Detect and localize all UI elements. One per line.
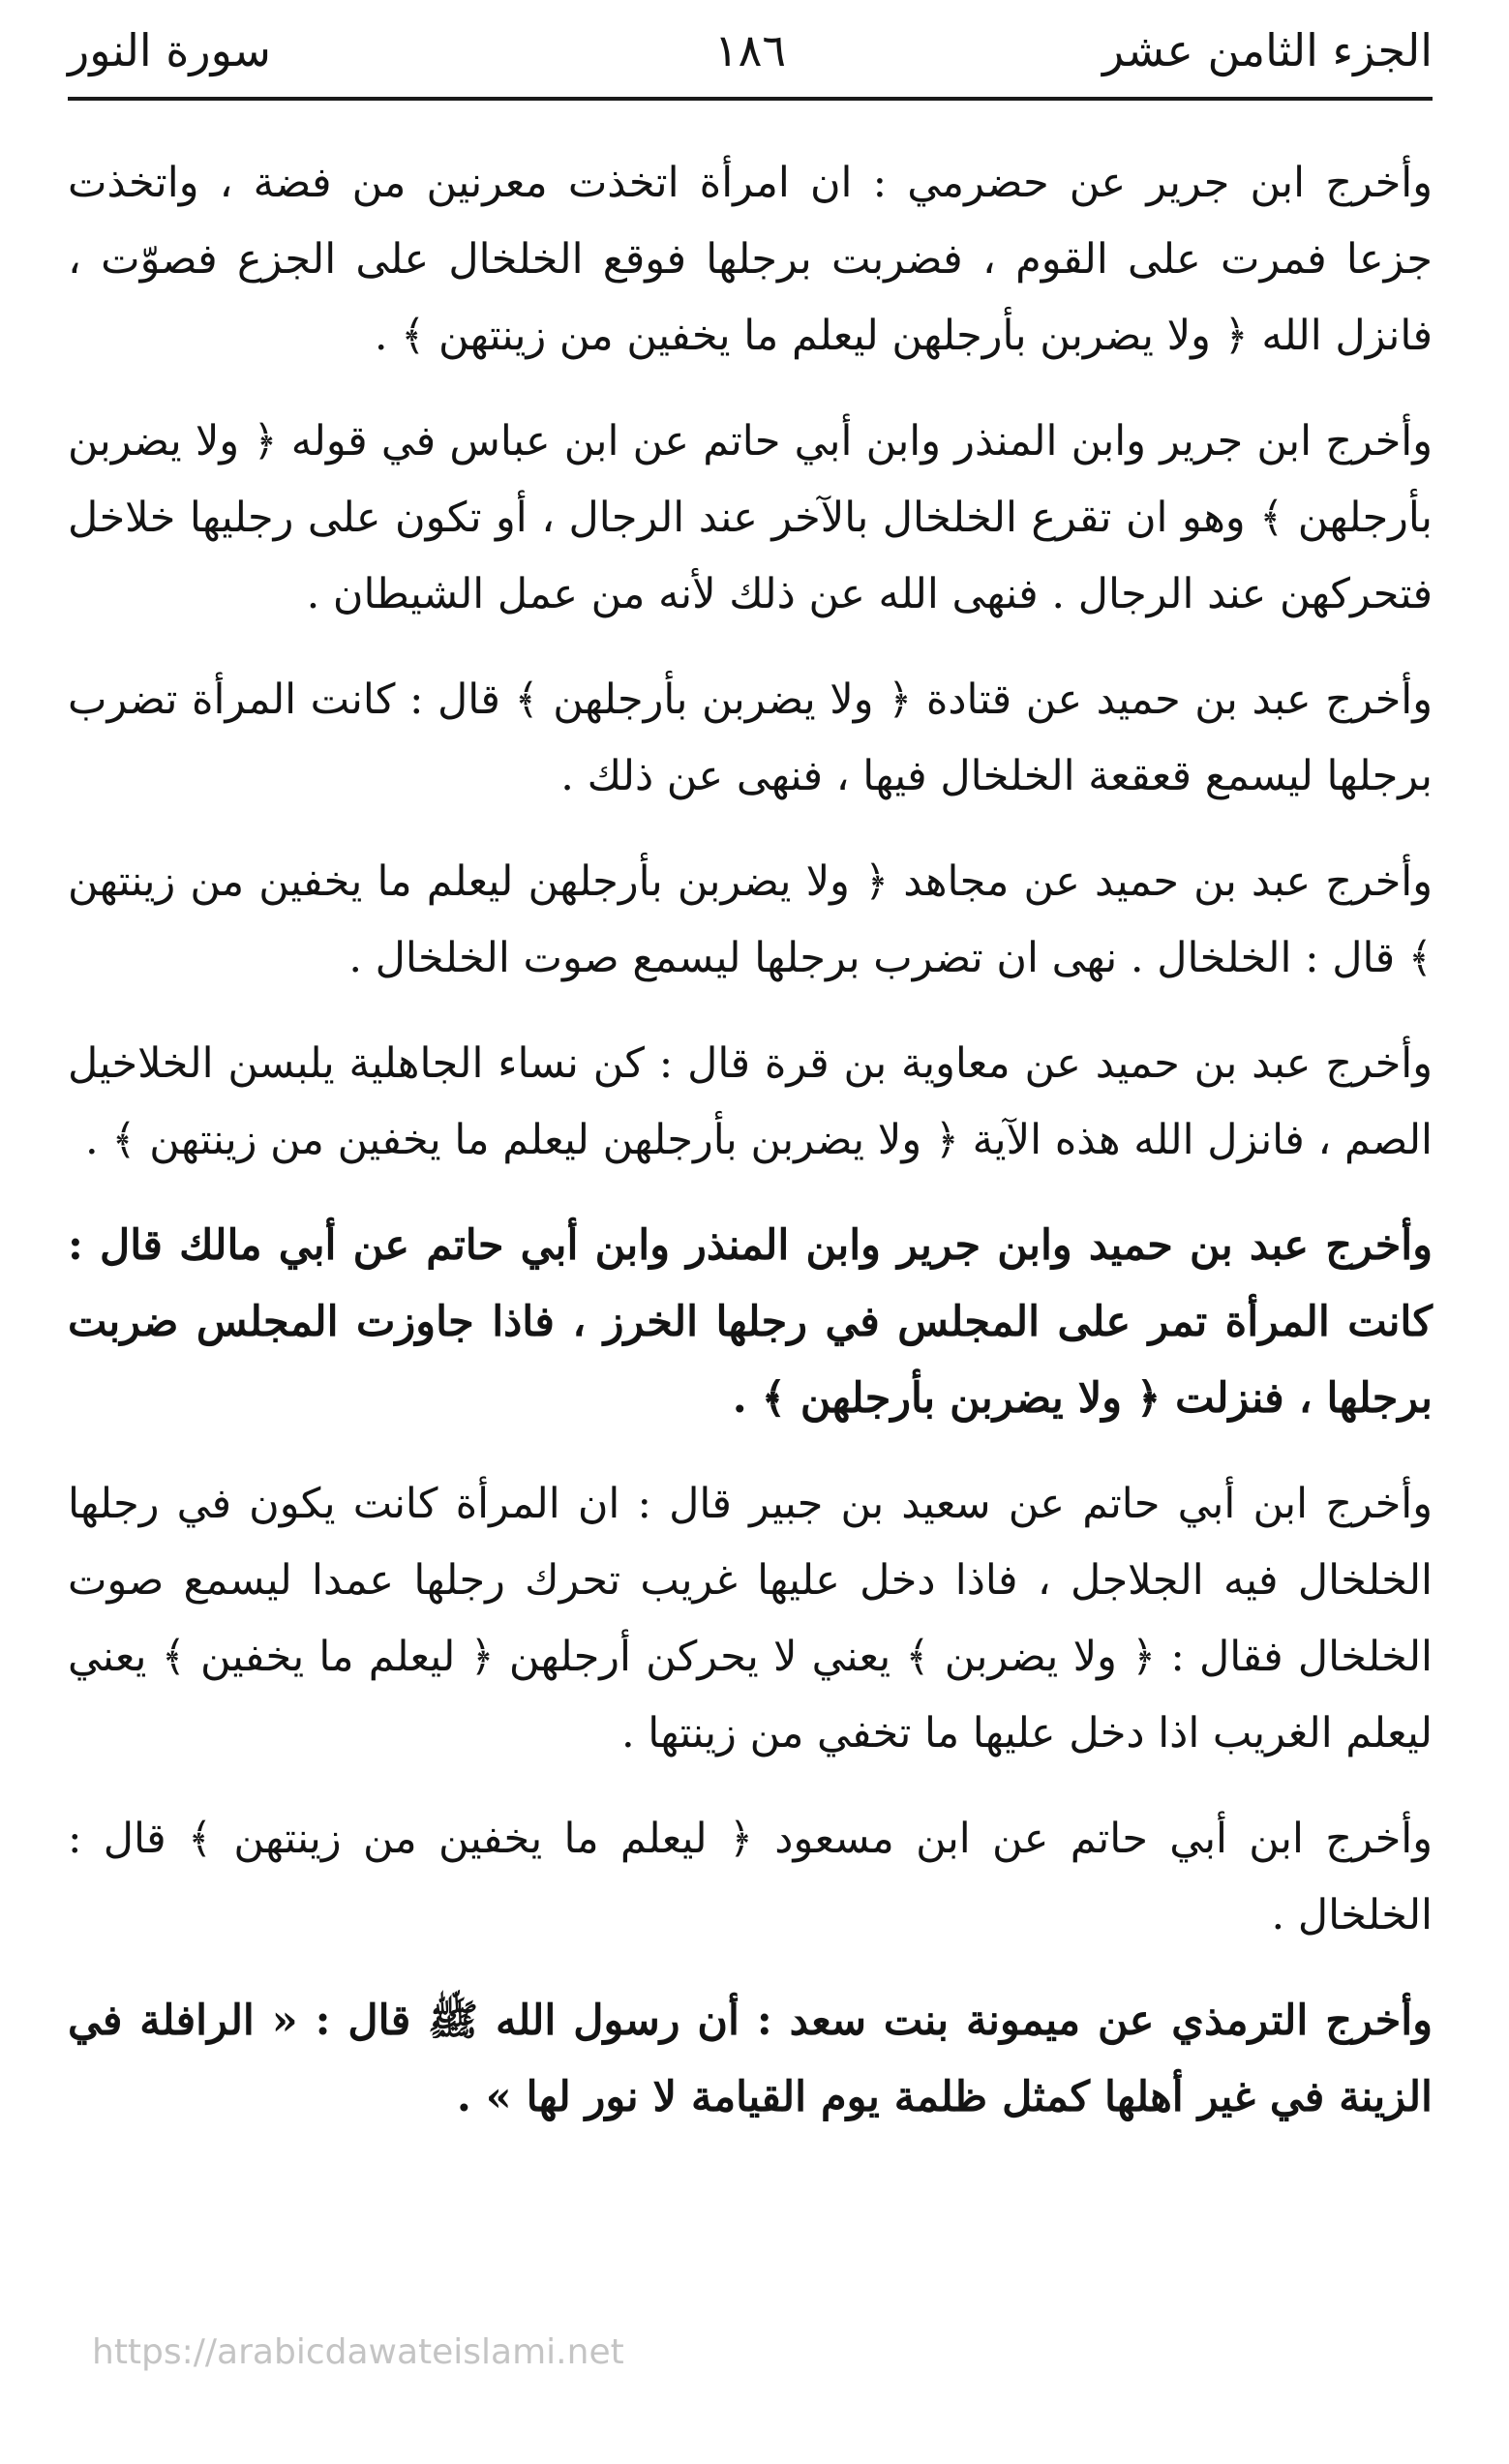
paragraph-8: وأخرج ابن أبي حاتم عن ابن مسعود ﴿ ليعلم ما يخفين من زينتهن ﴾ قال : الخلخال . xyxy=(68,1815,1433,1939)
paragraph-7: وأخرج ابن أبي حاتم عن سعيد بن جبير قال : ان المرأة كانت يكون في رجلها الخلخال فيه الجلاجل ، فاذا دخل عليها غريب تحرك رجلها عمدا ليسمع صوت الخلخال فقال : ﴿ ولا يضربن ﴾ يعني لا يحركن أرجلهن ﴿ ليعلم ما يخفين ﴾ يعني ليعلم الغريب اذا دخل عليها ما تخفي من زينتها . xyxy=(68,1480,1433,1758)
paragraph-6: وأخرج عبد بن حميد وابن جرير وابن المنذر وابن أبي حاتم عن أبي مالك قال : كانت المرأة تمر على المجلس في رجلها الخرز ، فاذا جاوزت المجلس ضربت برجلها ، فنزلت ﴿ ولا يضربن بأرجلهن ﴾ . xyxy=(68,1221,1433,1423)
page-body xyxy=(68,145,1433,2165)
page-header xyxy=(68,21,1433,89)
surah-title: سورة النور xyxy=(68,24,271,76)
header-divider xyxy=(68,97,1433,101)
website-watermark: https://arabicdawateislami.net xyxy=(92,2332,624,2372)
paragraph-1: وأخرج ابن جرير عن حضرمي : ان امرأة اتخذت معرنين من فضة ، واتخذت جزعا فمرت على القوم ، فضربت برجلها فوقع الخلخال على الجزع فصوّت ، فانزل الله ﴿ ولا يضربن بأرجلهن ليعلم ما يخفين من زينتهن ﴾ . xyxy=(68,159,1433,360)
paragraph-3: وأخرج عبد بن حميد عن قتادة ﴿ ولا يضربن بأرجلهن ﴾ قال : كانت المرأة تضرب برجلها ليسمع قعقعة الخلخال فيها ، فنهى عن ذلك . xyxy=(68,676,1433,800)
paragraph-4: وأخرج عبد بن حميد عن مجاهد ﴿ ولا يضربن بأرجلهن ليعلم ما يخفين من زينتهن ﴾ قال : الخلخال . نهى ان تضرب برجلها ليسمع صوت الخلخال . xyxy=(68,857,1433,982)
book-page xyxy=(68,0,1433,2464)
page-number: ١٨٦ xyxy=(713,24,787,76)
paragraph-2: وأخرج ابن جرير وابن المنذر وابن أبي حاتم عن ابن عباس في قوله ﴿ ولا يضربن بأرجلهن ﴾ وهو ان تقرع الخلخال بالآخر عند الرجال ، أو تكون على رجليها خلاخل فتحركهن عند الرجال . فنهى الله عن ذلك لأنه من عمل الشيطان . xyxy=(68,417,1433,618)
paragraph-5: وأخرج عبد بن حميد عن معاوية بن قرة قال : كن نساء الجاهلية يلبسن الخلاخيل الصم ، فانزل الله هذه الآية ﴿ ولا يضربن بأرجلهن ليعلم ما يخفين من زينتهن ﴾ . xyxy=(68,1039,1433,1164)
paragraph-9: وأخرج الترمذي عن ميمونة بنت سعد : أن رسول الله ﷺ قال : « الرافلة في الزينة في غير أهلها كمثل ظلمة يوم القيامة لا نور لها » . xyxy=(68,1997,1433,2121)
part-title: الجزء الثامن عشر xyxy=(1102,24,1433,76)
